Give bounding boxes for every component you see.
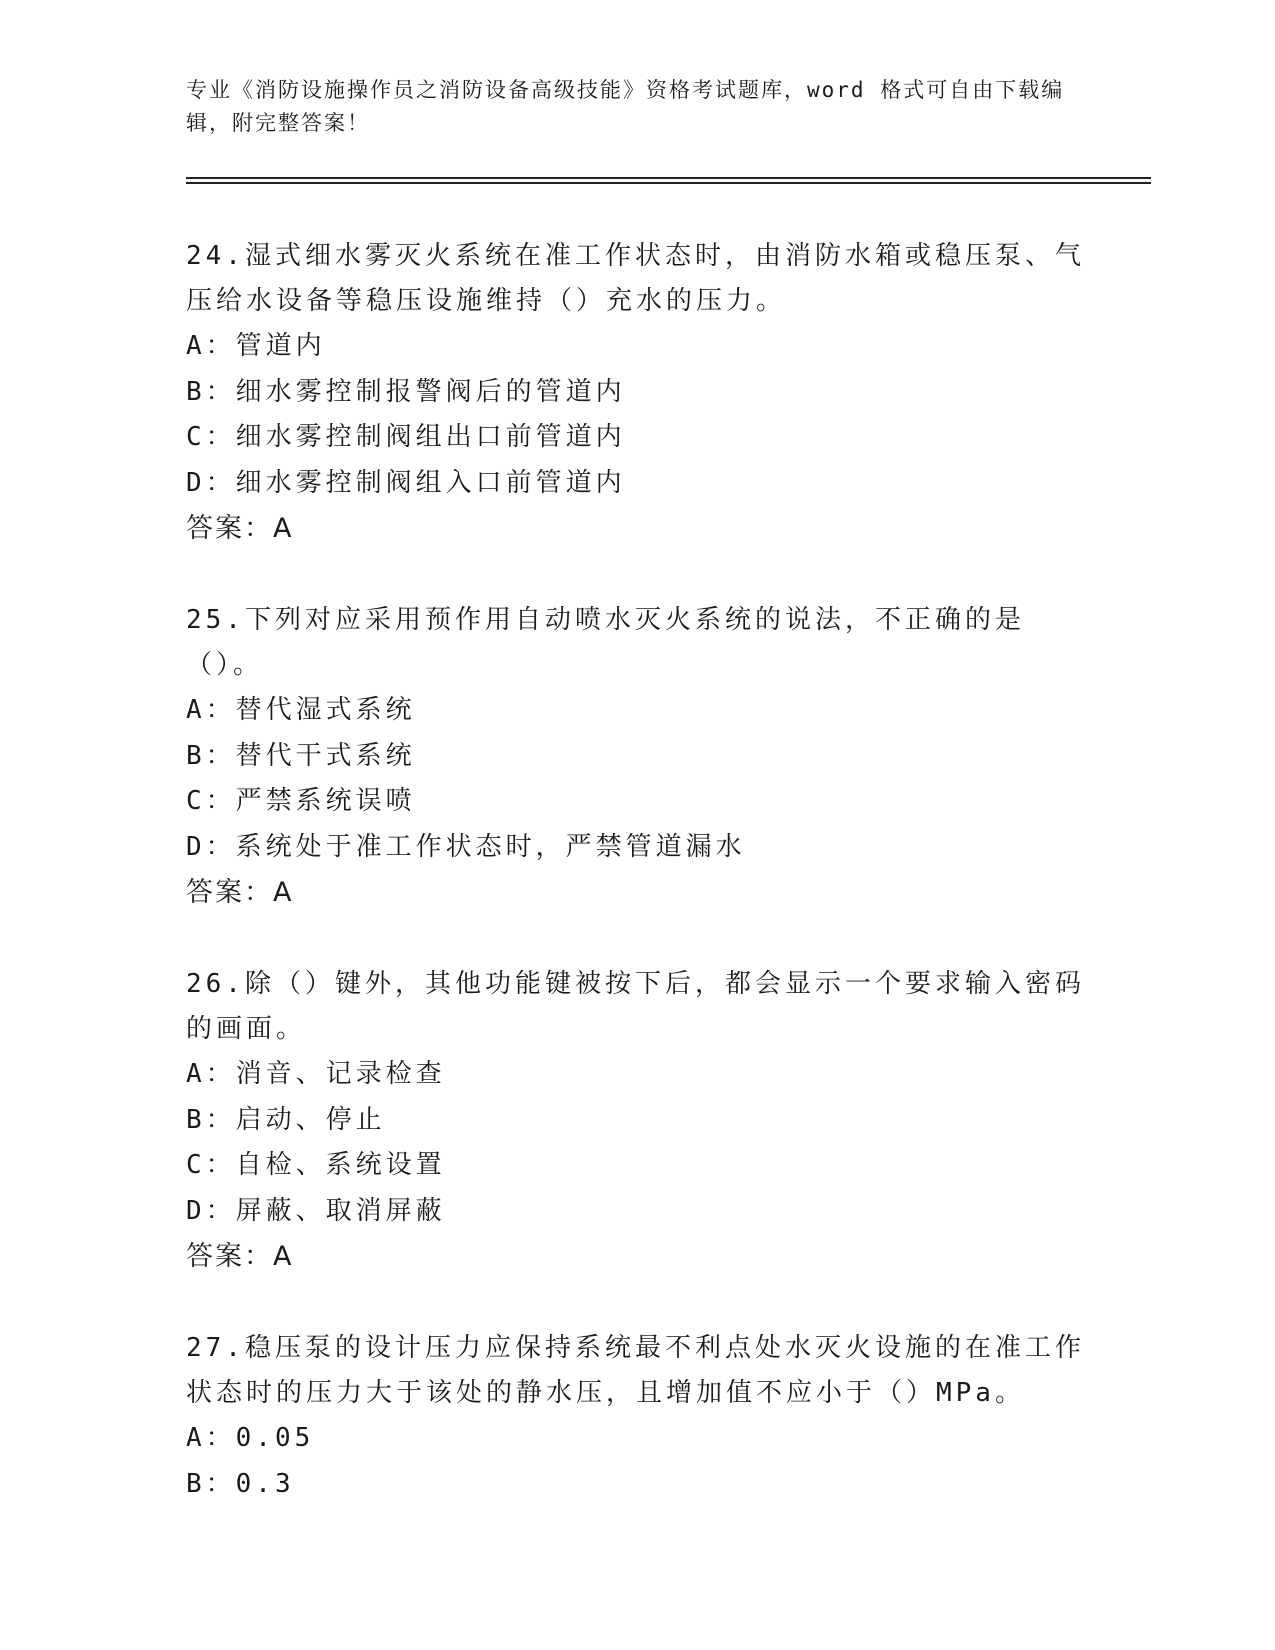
- option-c: C：自检、系统设置: [186, 1150, 446, 1180]
- question-answer: 答案：A: [186, 877, 294, 908]
- option-d: D：细水雾控制阀组入口前管道内: [186, 467, 626, 498]
- option-a: A：替代湿式系统: [186, 695, 416, 725]
- question-27: [186, 1326, 1086, 1507]
- question-26: [186, 962, 1086, 1279]
- option-a: A：0.05: [186, 1423, 315, 1453]
- question-25: [186, 598, 1086, 915]
- option-d: D：屏蔽、取消屏蔽: [186, 1195, 446, 1226]
- header-rule-top: [186, 177, 1151, 179]
- option-b: B：0.3: [186, 1468, 295, 1499]
- option-c: C：细水雾控制阀组出口前管道内: [186, 422, 626, 452]
- header-rule-bottom: [186, 182, 1151, 184]
- question-stem: 27.稳压泵的设计压力应保持系统最不利点处水灭火设施的在准工作状态时的压力大于该处的静水压，且增加值不应小于（）MPa。: [186, 1333, 1085, 1408]
- question-answer: 答案：A: [186, 1241, 294, 1272]
- option-b: B：启动、停止: [186, 1104, 386, 1135]
- option-b: B：细水雾控制报警阀后的管道内: [186, 376, 626, 407]
- question-list: [186, 234, 1086, 1507]
- question-stem: 26.除（）键外，其他功能键被按下后，都会显示一个要求输入密码的画面。: [186, 969, 1085, 1044]
- question-24: [186, 234, 1086, 551]
- option-d: D：系统处于准工作状态时，严禁管道漏水: [186, 831, 746, 862]
- option-a: A：管道内: [186, 331, 326, 361]
- question-stem: 25.下列对应采用预作用自动喷水灭火系统的说法，不正确的是（）。: [186, 605, 1025, 680]
- option-c: C：严禁系统误喷: [186, 786, 416, 816]
- document-header: 专业《消防设施操作员之消防设备高级技能》资格考试题库，word 格式可自由下载编辑，附完整答案！: [186, 78, 1065, 135]
- option-b: B：替代干式系统: [186, 740, 416, 771]
- question-answer: 答案：A: [186, 513, 294, 544]
- question-stem: 24.湿式细水雾灭火系统在准工作状态时，由消防水箱或稳压泵、气压给水设备等稳压设施维持（）充水的压力。: [186, 241, 1085, 316]
- option-a: A：消音、记录检查: [186, 1059, 446, 1089]
